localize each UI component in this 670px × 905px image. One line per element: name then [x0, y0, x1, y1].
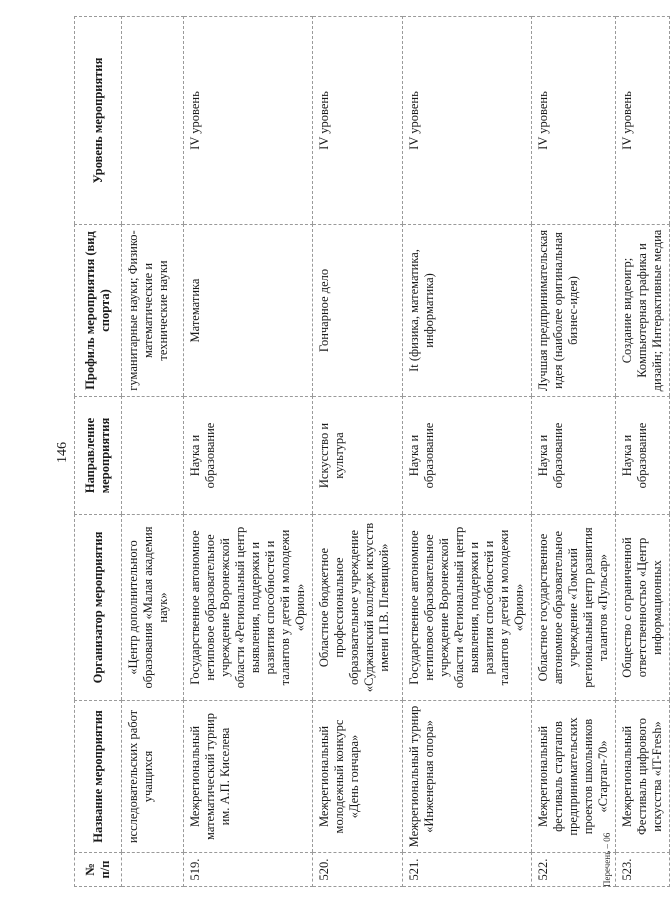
cell-name: Межрегиональный фестиваль стартапов предпринимательских проектов школьников «Стартап-70»	[532, 701, 616, 853]
cell-profile: Лучшая предпринимательская идея (наиболее оригинальная бизнес-идея)	[532, 225, 616, 397]
cell-num: 521.	[403, 853, 532, 887]
page-number: 146	[55, 442, 70, 463]
cell-profile: Гончарное дело	[313, 225, 403, 397]
cell-direction	[122, 397, 184, 515]
table-row	[616, 17, 670, 887]
cell-num: 520.	[313, 853, 403, 887]
cell-level: IV уровень	[313, 17, 403, 225]
header-num: № п/п	[75, 853, 122, 887]
cell-organizer: Государственное автономное нетиповое образовательное учреждение Воронежской области «Региональный центр выявления, поддержки и развития способностей и талантов у детей и молодежи «Орион»	[184, 515, 313, 701]
rotated-document-page	[40, 0, 664, 905]
header-level: Уровень мероприятия	[75, 17, 122, 225]
cell-level: IV уровень	[403, 17, 532, 225]
cell-level	[122, 17, 184, 225]
header-organizer: Организатор мероприятия	[75, 515, 122, 701]
cell-direction: Наука и образование	[616, 397, 670, 515]
cell-organizer: Областное государственное автономное образовательное учреждение «Томский региональный центр развития талантов «Пульсар»	[532, 515, 616, 701]
cell-num	[122, 853, 184, 887]
cell-direction: Наука и образование	[403, 397, 532, 515]
cell-profile: It (физика, математика, информатика)	[403, 225, 532, 397]
header-profile: Профиль мероприятия (вид спорта)	[75, 225, 122, 397]
cell-profile: гуманитарные науки; Физико-математические и технические науки	[122, 225, 184, 397]
cell-direction: Искусство и культура	[313, 397, 403, 515]
cell-name: Межрегиональный турнир «Инженерная опора»	[403, 701, 532, 853]
cell-level: IV уровень	[184, 17, 313, 225]
events-table	[74, 16, 670, 887]
cell-name: исследовательских работ учащихся	[122, 701, 184, 853]
table-header-row	[75, 17, 122, 887]
cell-organizer: «Центр дополнительного образования «Малая академия наук»	[122, 515, 184, 701]
header-name: Название мероприятия	[75, 701, 122, 853]
cell-level: IV уровень	[616, 17, 670, 225]
table-row	[122, 17, 184, 887]
table-row	[403, 17, 532, 887]
cell-name: Межрегиональный математический турнир им. А.П. Киселева	[184, 701, 313, 853]
cell-num: 519.	[184, 853, 313, 887]
cell-profile: Математика	[184, 225, 313, 397]
cell-profile: Создание видеоигр; Компьютерная графика и дизайн; Интерактивные медиа	[616, 225, 670, 397]
cell-organizer: Государственное автономное нетиповое образовательное учреждение Воронежской области «Региональный центр выявления, поддержки и развития способностей и талантов у детей и молодежи «Орион»	[403, 515, 532, 701]
table-row	[532, 17, 616, 887]
header-direction: Направление мероприятия	[75, 397, 122, 515]
cell-direction: Наука и образование	[184, 397, 313, 515]
cell-direction: Наука и образование	[532, 397, 616, 515]
cell-organizer: Общество с ограниченной ответственностью «Центр информационных	[616, 515, 670, 701]
table-row	[313, 17, 403, 887]
cell-level: IV уровень	[532, 17, 616, 225]
cell-num: 523.	[616, 853, 670, 887]
cell-name: Межрегиональный Фестиваль цифрового искусства «IT-Fresh»	[616, 701, 670, 853]
cell-num: 522.	[532, 853, 616, 887]
cell-name: Межрегиональный молодежный конкурс «День гончара»	[313, 701, 403, 853]
table-row	[184, 17, 313, 887]
footer-note: Перечень – 06	[602, 832, 612, 887]
cell-organizer: Областное бюджетное профессиональное образовательное учреждение «Суджанский колледж искусств имени П.В. Плевицкой»	[313, 515, 403, 701]
